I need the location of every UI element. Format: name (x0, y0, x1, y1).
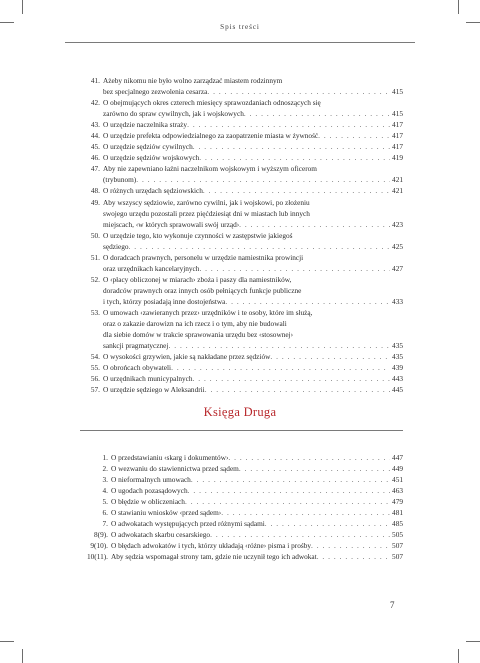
toc-entry-number: 44. (90, 131, 100, 141)
toc-entry (80, 141, 403, 152)
crop-mark (458, 0, 459, 14)
toc-entry-title-line: bez specjalnego zezwolenia cesarza (103, 87, 208, 97)
toc-entry-page: 425 (392, 241, 403, 251)
dot-leader (187, 119, 390, 130)
section-rule (80, 430, 403, 431)
toc-entry-page: 417 (392, 131, 403, 141)
dot-leader (171, 362, 390, 373)
toc-entry (80, 119, 403, 130)
toc-entry (80, 274, 403, 307)
toc-entry-title-line: i tych, którzy posiadają inne dostojeństwa (103, 296, 226, 306)
toc-entry-title-line: zarówno do spraw cywilnych, jak i wojskowych (103, 109, 244, 119)
toc-entry-number: 53. (90, 307, 100, 317)
toc-entry-page: 507 (392, 541, 403, 551)
dot-leader (228, 452, 390, 463)
toc-entry-title-line: O urzędzie sędziów wojskowych (103, 153, 200, 163)
toc-entry (80, 252, 403, 274)
toc-entry-title-line: Ażeby nikomu nie było wolno zarządzać miastem rodzinnym (103, 76, 283, 85)
toc-entry-number: 9(10). (90, 541, 108, 551)
toc-entry (80, 307, 403, 351)
toc-entry (84, 452, 403, 463)
toc-entry-title-line: O adwokatach skarbu cesarskiego (111, 530, 211, 540)
toc-entry (84, 518, 403, 529)
toc-entry-page: 435 (392, 352, 403, 362)
dot-leader (265, 518, 390, 529)
dot-leader (205, 384, 390, 395)
dot-leader (191, 474, 390, 485)
toc-entry (84, 485, 403, 496)
toc-entry-number: 10(11). (86, 552, 108, 562)
toc-entry (84, 529, 403, 540)
toc-entry (80, 351, 403, 362)
toc-entry-title-line: O błędach adwokatów i tych, którzy układają ‹różne› pisma i prośby (111, 541, 311, 551)
toc-entry-title-line: O różnych urzędach sędziowskich (103, 186, 203, 196)
toc-entry-page: 421 (392, 186, 403, 196)
toc-entry-page: 451 (392, 475, 403, 485)
toc-entry-number: 55. (90, 363, 100, 373)
running-title: Spis treści (220, 23, 260, 31)
toc-entry-number: 45. (90, 142, 100, 152)
toc-entry-title-line: O wysokości grzywien, jakie są nakładane przez sędziów (103, 352, 271, 362)
toc-entry-number: 46. (90, 153, 100, 163)
dot-leader (210, 529, 390, 540)
dot-leader (311, 540, 390, 551)
toc-entry-page: 449 (392, 464, 403, 474)
toc-entry-page: 439 (392, 363, 403, 373)
toc-entry-page: 421 (392, 175, 403, 185)
toc-entry-title-line: swojego urzędu pozostali przez pięćdziesiąt dni w miastach lub innych (103, 208, 310, 218)
toc-entry (84, 474, 403, 485)
toc-entry-page: 447 (392, 453, 403, 462)
dot-leader (193, 141, 390, 152)
toc-entry-page: 507 (392, 552, 403, 562)
toc-entry-title-line: oraz o zakazie darowizn na ich rzecz i o tym, aby nie budowali (103, 319, 287, 329)
toc-entry-title-line: O umowach ‹zawieranych przez› urzędników i te osoby, które im służą, (103, 307, 313, 317)
header-rule (65, 42, 415, 43)
toc-entry-page: 435 (392, 341, 403, 351)
toc-entry-number: 54. (90, 352, 100, 362)
toc-entry-title-line: oraz urzędnikach kancelaryjnych (103, 263, 200, 273)
toc-entry-title-line: O adwokatach występujących przed różnymi sądami (111, 519, 265, 529)
toc-entry (84, 496, 403, 507)
dot-leader (129, 241, 391, 252)
toc-entry-number: 48. (90, 186, 100, 196)
toc-entry-title-line: O ‹płacy obliczonej w miarach› zboża i paszy dla namiestników, (103, 274, 292, 284)
crop-mark (22, 0, 23, 14)
toc-entry (80, 163, 403, 185)
toc-entry-title-line: doradców prawnych oraz innych osób pełniących funkcje publiczne (103, 285, 302, 295)
dot-leader (185, 496, 390, 507)
toc-entry-page: 419 (392, 153, 403, 163)
toc-entry (84, 540, 403, 551)
toc-entry (84, 551, 403, 562)
dot-leader (221, 507, 390, 518)
toc-entry-title-line: O doradcach prawnych, personelu w urzędzie namiestnika prowincji (103, 252, 304, 262)
toc-entry-title-line: sankcji pragmatycznej (103, 341, 169, 351)
toc-entry-title-line: O obrońcach obywateli (103, 363, 172, 373)
toc-entry (84, 507, 403, 518)
toc-entry-title-line: O urzędzie naczelnika straży (103, 120, 188, 130)
crop-mark (22, 649, 23, 663)
toc-entry-number: 2. (102, 464, 108, 474)
toc-entry-title-line: miejscach, ‹w których sprawowali swój urząd› (103, 219, 240, 229)
toc-entry-page: 417 (392, 142, 403, 152)
toc-entry-number: 57. (90, 385, 100, 395)
dot-leader (193, 373, 390, 384)
toc-entry-page: 505 (392, 530, 403, 540)
dot-leader (203, 185, 390, 196)
dot-leader (199, 263, 390, 274)
toc-entry-number: 7. (102, 519, 108, 529)
crop-mark (466, 641, 480, 642)
toc-entry-title-line: O ugodach pozasądowych (111, 486, 188, 496)
toc-entry-page: 479 (392, 497, 403, 507)
toc-entry (80, 185, 403, 196)
toc-entry-title-line: Aby wszyscy sędziowie, zarówno cywilni, jak i wojskowi, po złożeniu (103, 197, 310, 207)
toc-entry (84, 463, 403, 474)
toc-entry-title-line: O urzędzie tego, kto wykonuje czynności w zastępstwie jakiegoś (103, 230, 293, 240)
toc-entry-page: 433 (392, 296, 403, 306)
dot-leader (207, 86, 390, 97)
dot-leader (239, 463, 390, 474)
toc-entry (80, 384, 403, 395)
table-of-contents-book-one (80, 75, 403, 395)
crop-mark (0, 641, 14, 642)
dot-leader (270, 351, 390, 362)
toc-entry-title-line: O urzędzie prefekta odpowiedzialnego za zaopatrzenie miasta w żywność (103, 131, 319, 141)
toc-entry (80, 373, 403, 384)
toc-entry-number: 6. (102, 508, 108, 518)
toc-entry-number: 42. (90, 98, 100, 108)
toc-entry-number: 52. (90, 274, 100, 284)
dot-leader (318, 130, 390, 141)
dot-leader (188, 485, 390, 496)
toc-entry (80, 97, 403, 119)
toc-entry (80, 152, 403, 163)
dot-leader (136, 174, 390, 185)
toc-entry-number: 43. (90, 120, 100, 130)
toc-entry-number: 49. (90, 197, 100, 207)
toc-entry (80, 75, 403, 97)
toc-entry-number: 41. (90, 76, 100, 85)
toc-entry-page: 417 (392, 120, 403, 130)
toc-entry-title-line: O nieformalnych umowach (111, 475, 191, 485)
toc-entry-title-line: Aby sędzia wspomagał strony tam, gdzie nie uczynił tego ich adwokat (111, 552, 317, 562)
toc-entry-number: 47. (90, 164, 100, 174)
toc-entry-number: 5. (102, 497, 108, 507)
toc-entry-title-line: O urzędzie sędziego w Aleksandrii (103, 385, 205, 395)
toc-entry-number: 56. (90, 374, 100, 384)
toc-entry-number: 50. (90, 230, 100, 240)
toc-entry-title-line: O obejmujących okres czterech miesięcy sprawozdaniach odnoszących się (103, 98, 321, 108)
toc-entry-title-line: dla siebie domów w trakcie sprawowania urzędu bez ‹stosownej› (103, 330, 294, 340)
toc-entry-title-line: O wezwaniu do stawiennictwa przed sądem (111, 464, 239, 474)
toc-entry-page: 485 (392, 519, 403, 529)
toc-entry-number: 8(9). (94, 530, 108, 540)
section-heading: Księga Druga (203, 405, 277, 419)
toc-entry-page: 427 (392, 263, 403, 273)
dot-leader (244, 108, 390, 119)
toc-entry-title-line: O stawianiu wniosków ‹przed sądem› (111, 508, 222, 518)
toc-entry-number: 3. (102, 475, 108, 485)
toc-entry-title-line: sędziego (103, 241, 129, 251)
table-of-contents-book-two (84, 452, 403, 562)
toc-entry (80, 362, 403, 373)
toc-entry-title-line: Aby nie zapewniano łaźni naczelnikom wojskowym i wyższym oficerom (103, 164, 317, 174)
dot-leader (225, 296, 390, 307)
crop-mark (458, 649, 459, 663)
toc-entry-page: 443 (392, 374, 403, 384)
toc-entry-page: 463 (392, 486, 403, 496)
page-number: 7 (390, 600, 395, 610)
toc-entry-number: 1. (102, 453, 108, 462)
toc-entry-title-line: (trybunom) (103, 175, 137, 185)
toc-entry (80, 130, 403, 141)
toc-entry (80, 230, 403, 252)
toc-entry-number: 51. (90, 252, 100, 262)
toc-entry-title-line: O przedstawianiu ‹skarg i dokumentów› (111, 453, 229, 462)
toc-entry-title-line: O błędzie w obliczeniach (111, 497, 185, 507)
toc-entry-page: 423 (392, 219, 403, 229)
toc-entry-page: 481 (392, 508, 403, 518)
toc-entry-number: 4. (102, 486, 108, 496)
dot-leader (168, 340, 390, 351)
toc-entry (80, 197, 403, 230)
toc-entry-title-line: O urzędzie sędziów cywilnych (103, 142, 193, 152)
toc-entry-page: 445 (392, 385, 403, 395)
dot-leader (317, 551, 390, 562)
dot-leader (199, 152, 390, 163)
toc-entry-title-line: O urzędnikach municypalnych (103, 374, 193, 384)
toc-entry-page: 415 (392, 109, 403, 119)
dot-leader (239, 219, 390, 230)
toc-entry-page: 415 (392, 87, 403, 97)
